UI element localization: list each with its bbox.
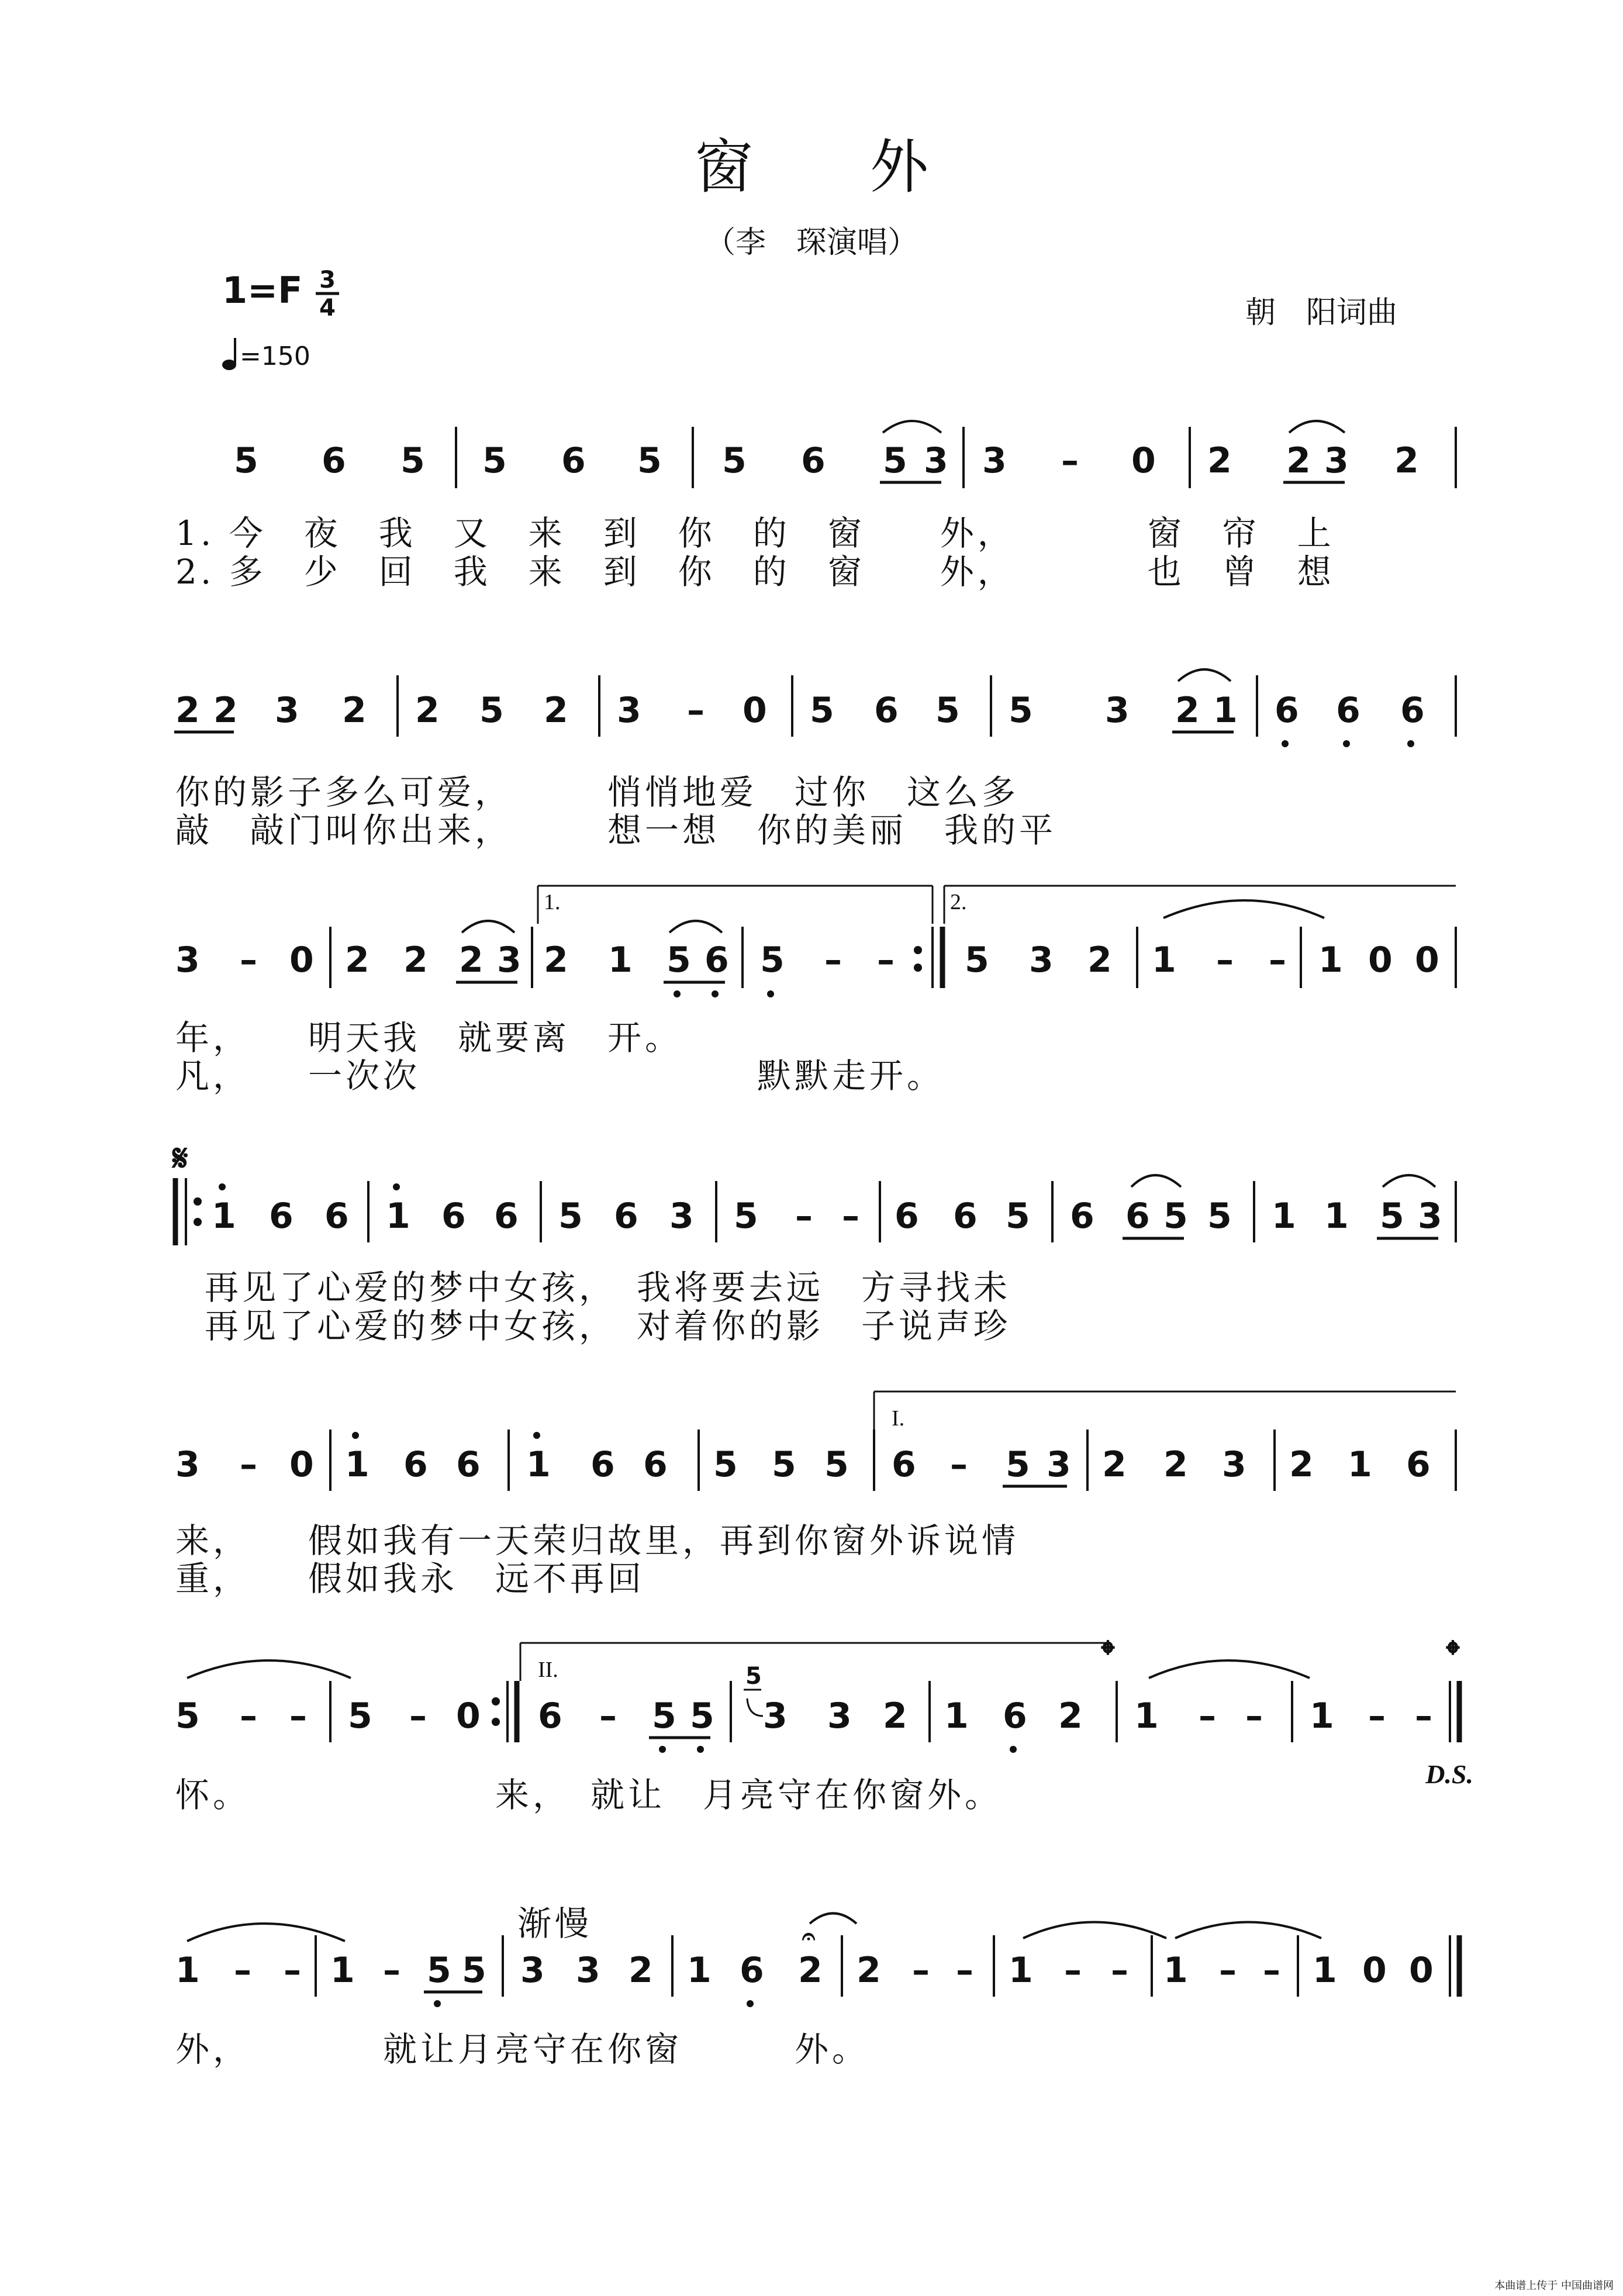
note: 6 bbox=[614, 1196, 638, 1237]
note: 5 bbox=[400, 440, 425, 481]
note: 1 bbox=[1310, 1696, 1334, 1736]
note: 3 bbox=[1222, 1444, 1246, 1485]
note: 1 bbox=[944, 1696, 969, 1736]
note: 5 bbox=[722, 440, 747, 481]
lyric-verse-2: 2. 多 少 回 我 来 到 你 的 窗 外， 也 曾 想 bbox=[175, 552, 1335, 592]
note: – bbox=[599, 1696, 617, 1736]
note: 5 bbox=[637, 440, 662, 481]
note: – bbox=[1269, 940, 1286, 980]
note: 1 bbox=[1272, 1196, 1296, 1237]
note: 5 bbox=[462, 1950, 486, 1991]
note: – bbox=[1111, 1950, 1128, 1991]
note: 5 bbox=[965, 940, 989, 980]
note: 5 bbox=[1009, 690, 1033, 731]
note: 2 bbox=[857, 1950, 881, 1991]
note: 6 bbox=[441, 1196, 466, 1237]
note: 6 bbox=[1336, 690, 1360, 731]
note: – bbox=[240, 1696, 257, 1736]
note: 5 bbox=[1207, 1196, 1232, 1237]
note: 3 bbox=[175, 1444, 200, 1485]
note: 0 bbox=[289, 1444, 314, 1485]
note: 3 bbox=[576, 1950, 600, 1991]
note: 5 bbox=[234, 440, 258, 481]
note: 1 bbox=[1009, 1950, 1033, 1991]
note: 6 bbox=[874, 690, 899, 731]
staff-row-6 bbox=[175, 1632, 1473, 1815]
note: – bbox=[687, 690, 705, 731]
note: 3 bbox=[1047, 1444, 1071, 1485]
note: – bbox=[842, 1196, 859, 1237]
lyric-verse-1: 再见了心爱的梦中女孩， 我将要去远 方寻找未 bbox=[205, 1268, 1011, 1307]
note: – bbox=[1219, 1950, 1237, 1991]
note: 1 bbox=[1134, 1696, 1159, 1736]
note: 6 bbox=[740, 1950, 764, 1991]
note: 6 bbox=[895, 1196, 919, 1237]
note: – bbox=[1415, 1696, 1432, 1736]
note: 3 bbox=[275, 690, 299, 731]
note: 3 bbox=[763, 1696, 788, 1736]
note: 6 bbox=[1400, 690, 1425, 731]
note: 3 bbox=[617, 690, 641, 731]
note: 1 bbox=[345, 1444, 370, 1485]
lyric-verse-2: 凡， 一次次 默默走开。 bbox=[175, 1056, 945, 1096]
note: 6 bbox=[643, 1444, 668, 1485]
staff-row-1 bbox=[175, 421, 1456, 592]
lyric-verse-1: 你的影子多么可爱， 悄悄地爱 过你 这么多 bbox=[175, 772, 1020, 812]
note: – bbox=[1199, 1696, 1216, 1736]
note: 5 bbox=[479, 690, 504, 731]
note: 3 bbox=[175, 940, 200, 980]
note: 2 bbox=[1087, 940, 1112, 980]
quarter-note-icon bbox=[222, 338, 236, 370]
note: 1 bbox=[1313, 1950, 1337, 1991]
song-title: 窗 外 bbox=[695, 133, 928, 201]
note: 2 bbox=[345, 940, 370, 980]
note: 5 bbox=[810, 690, 834, 731]
note: 5 bbox=[713, 1444, 738, 1485]
note: 5 bbox=[1380, 1196, 1404, 1237]
note: 5 bbox=[667, 940, 691, 980]
note: 6 bbox=[1275, 690, 1299, 731]
tempo-marking: =150 bbox=[240, 341, 310, 371]
note: 0 bbox=[1409, 1950, 1434, 1991]
volta-I: I. bbox=[892, 1406, 905, 1431]
note: – bbox=[284, 1950, 301, 1991]
grace-note: 5 bbox=[745, 1663, 762, 1690]
note: 0 bbox=[456, 1696, 481, 1736]
note: 5 bbox=[427, 1950, 451, 1991]
note: 5 bbox=[1163, 1196, 1188, 1237]
note: 2 bbox=[459, 940, 484, 980]
note: 2 bbox=[1394, 440, 1419, 481]
note: 1 bbox=[330, 1950, 355, 1991]
key-signature: 1=F bbox=[222, 269, 303, 312]
note: 6 bbox=[1070, 1196, 1094, 1237]
note: – bbox=[950, 1444, 968, 1485]
volta-II: II. bbox=[538, 1658, 558, 1682]
note: 2 bbox=[544, 690, 568, 731]
note: 1 bbox=[1318, 940, 1343, 980]
note: 5 bbox=[824, 1444, 849, 1485]
note: 6 bbox=[1003, 1696, 1027, 1736]
note: – bbox=[1263, 1950, 1280, 1991]
note: – bbox=[289, 1696, 307, 1736]
note: – bbox=[240, 940, 257, 980]
note: 2 bbox=[629, 1950, 653, 1991]
lyric-verse-2: 重， 假如我永 远不再回 bbox=[175, 1559, 645, 1598]
note: 2 bbox=[175, 690, 200, 731]
note: – bbox=[912, 1950, 930, 1991]
note: 2 bbox=[544, 940, 568, 980]
lyric-verse-1: 1. 今 夜 我 又 来 到 你 的 窗 外， 窗 帘 上 bbox=[175, 513, 1335, 553]
staff-row-7 bbox=[175, 1904, 1459, 2069]
note: – bbox=[1368, 1696, 1386, 1736]
note: 0 bbox=[289, 940, 314, 980]
note: – bbox=[824, 940, 842, 980]
note: 5 bbox=[772, 1444, 796, 1485]
note: 6 bbox=[324, 1196, 349, 1237]
note: 6 bbox=[322, 440, 346, 481]
coda-icon: 𝄌 bbox=[1101, 1632, 1114, 1675]
note: – bbox=[877, 940, 895, 980]
note: – bbox=[1245, 1696, 1263, 1736]
note-row-1 bbox=[234, 421, 1456, 488]
performer-subtitle: （李 琛演唱） bbox=[705, 225, 918, 260]
note: 1 bbox=[687, 1950, 712, 1991]
note: – bbox=[240, 1444, 257, 1485]
staff-row-4 bbox=[171, 1137, 1456, 1346]
note: 6 bbox=[591, 1444, 615, 1485]
note: 5 bbox=[1006, 1196, 1030, 1237]
lyric-verse-1: 来， 假如我有一天荣归故里，再到你窗外诉说情 bbox=[175, 1521, 1020, 1560]
note: 3 bbox=[520, 1950, 545, 1991]
staff-row-5 bbox=[175, 1392, 1456, 1598]
note: – bbox=[1064, 1950, 1082, 1991]
staff-row-3 bbox=[175, 886, 1456, 1096]
note: – bbox=[1216, 940, 1234, 980]
note: 2 bbox=[1289, 1444, 1314, 1485]
dal-segno: D.S. bbox=[1425, 1759, 1473, 1789]
note: 0 bbox=[1415, 940, 1439, 980]
note: 6 bbox=[1406, 1444, 1431, 1485]
note: 3 bbox=[1324, 440, 1349, 481]
volta-1: 1. bbox=[544, 890, 561, 914]
note: 3 bbox=[669, 1196, 694, 1237]
note: 6 bbox=[561, 440, 586, 481]
note: 1 bbox=[608, 940, 633, 980]
note: 1 bbox=[1163, 1950, 1188, 1991]
note: – bbox=[956, 1950, 973, 1991]
note: 5 bbox=[482, 440, 507, 481]
note: 1 bbox=[526, 1444, 551, 1485]
fermata-icon: 𝄐 bbox=[802, 1923, 816, 1950]
note: 6 bbox=[269, 1196, 293, 1237]
ritardando-marking: 渐慢 bbox=[517, 1904, 593, 1943]
note: 0 bbox=[743, 690, 767, 731]
note: 3 bbox=[982, 440, 1007, 481]
note: 3 bbox=[1105, 690, 1130, 731]
note: 5 bbox=[690, 1696, 714, 1736]
note: 1 bbox=[1348, 1444, 1372, 1485]
note: 3 bbox=[497, 940, 522, 980]
note: 2 bbox=[415, 690, 440, 731]
volta-2: 2. bbox=[950, 890, 967, 914]
note: 1 bbox=[386, 1196, 410, 1237]
note: 2 bbox=[1058, 1696, 1083, 1736]
note: 3 bbox=[1029, 940, 1054, 980]
note: 2 bbox=[342, 690, 367, 731]
note: – bbox=[1061, 440, 1079, 481]
note: 5 bbox=[652, 1696, 676, 1736]
note: 2 bbox=[883, 1696, 907, 1736]
staff-row-2 bbox=[174, 669, 1456, 850]
footer-watermark: 本曲谱上传于 中国曲谱网 bbox=[1494, 2280, 1614, 2292]
note: 6 bbox=[892, 1444, 916, 1485]
note: 2 bbox=[1175, 690, 1200, 731]
lyric-verse-1: 年， 明天我 就要离 开。 bbox=[175, 1018, 683, 1058]
note: 5 bbox=[175, 1696, 200, 1736]
note: – bbox=[409, 1696, 427, 1736]
note: 6 bbox=[1125, 1196, 1150, 1237]
note: 5 bbox=[558, 1196, 583, 1237]
note: – bbox=[383, 1950, 400, 1991]
note: 2 bbox=[798, 1950, 823, 1991]
note: 1 bbox=[1152, 940, 1176, 980]
note: 5 bbox=[935, 690, 960, 731]
note: 6 bbox=[953, 1196, 978, 1237]
lyric-verse-2: 再见了心爱的梦中女孩， 对着你的影 子说声珍 bbox=[205, 1306, 1011, 1346]
note: 3 bbox=[1418, 1196, 1442, 1237]
lyric-verse-1: 外， 就让月亮守在你窗 外。 bbox=[175, 2029, 870, 2069]
note: 2 bbox=[1163, 1444, 1188, 1485]
note: 5 bbox=[734, 1196, 758, 1237]
note: 0 bbox=[1362, 1950, 1387, 1991]
note: 6 bbox=[456, 1444, 481, 1485]
note: 6 bbox=[538, 1696, 562, 1736]
lyric-verse-2: 敲 敲门叫你出来， 想一想 你的美丽 我的平 bbox=[175, 810, 1057, 850]
composer-credit: 朝 阳词曲 bbox=[1245, 295, 1397, 330]
note: 3 bbox=[827, 1696, 852, 1736]
note: 2 bbox=[213, 690, 238, 731]
note: 6 bbox=[705, 940, 729, 980]
note: 6 bbox=[801, 440, 826, 481]
coda-icon: 𝄌 bbox=[1446, 1632, 1459, 1675]
note: 1 bbox=[212, 1196, 236, 1237]
note: 6 bbox=[403, 1444, 428, 1485]
segno-icon: 𝄋 bbox=[172, 1137, 188, 1179]
note: 1 bbox=[1213, 690, 1238, 731]
note: – bbox=[234, 1950, 251, 1991]
note: – bbox=[795, 1196, 813, 1237]
note: 5 bbox=[760, 940, 785, 980]
note: 0 bbox=[1368, 940, 1393, 980]
note: 1 bbox=[1324, 1196, 1349, 1237]
note: 3 bbox=[924, 440, 948, 481]
note: 5 bbox=[1006, 1444, 1030, 1485]
lyric-verse-1: 怀。 来， 就让 月亮守在你窗外。 bbox=[175, 1775, 1003, 1815]
time-signature-bottom: 4 bbox=[319, 295, 336, 322]
note: 0 bbox=[1131, 440, 1156, 481]
note: 2 bbox=[403, 940, 428, 980]
note: 2 bbox=[1207, 440, 1232, 481]
time-signature-top: 3 bbox=[319, 267, 336, 294]
note: 1 bbox=[175, 1950, 200, 1991]
note: 6 bbox=[494, 1196, 519, 1237]
note: 5 bbox=[348, 1696, 372, 1736]
note: 2 bbox=[1286, 440, 1311, 481]
note: 5 bbox=[883, 440, 907, 481]
note: 2 bbox=[1102, 1444, 1127, 1485]
